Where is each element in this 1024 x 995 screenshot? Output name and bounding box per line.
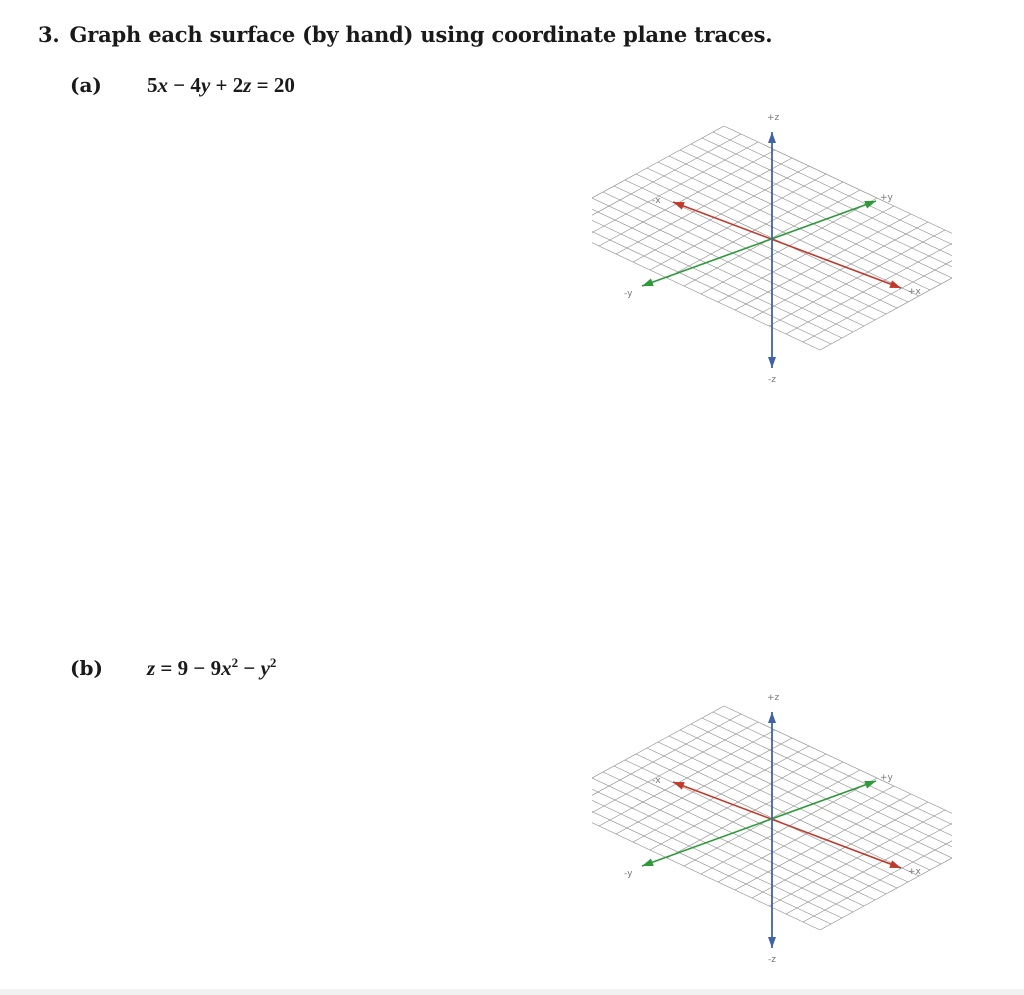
neg-x-arrowhead-icon xyxy=(673,782,685,790)
page-bottom-edge xyxy=(0,989,1024,995)
neg-z-arrowhead-icon xyxy=(768,357,776,368)
part-b-label: (b) xyxy=(70,656,103,680)
label-neg-y: -y xyxy=(624,289,633,299)
label-pos-y: +y xyxy=(880,773,893,783)
axes-diagram-a xyxy=(592,106,952,396)
question-text: Graph each surface (by hand) using coordinate plane traces. xyxy=(69,22,773,47)
label-neg-x: -x xyxy=(652,776,661,786)
label-pos-x: +x xyxy=(908,867,921,877)
label-neg-x: -x xyxy=(652,196,661,206)
label-neg-z: -z xyxy=(768,955,776,965)
pos-x-arrowhead-icon xyxy=(889,860,901,868)
label-pos-z: +z xyxy=(767,113,780,123)
label-pos-y: +y xyxy=(880,193,893,203)
x-axis-line xyxy=(673,202,901,288)
label-neg-z: -z xyxy=(768,375,776,385)
neg-y-arrowhead-icon xyxy=(642,858,654,866)
part-a-label: (a) xyxy=(70,73,102,97)
question-title xyxy=(38,22,772,47)
pos-y-arrowhead-icon xyxy=(864,781,876,789)
neg-y-arrowhead-icon xyxy=(642,278,654,286)
question-number: 3. xyxy=(38,22,60,47)
pos-z-arrowhead-icon xyxy=(768,712,776,723)
label-pos-z: +z xyxy=(767,693,780,703)
x-axis-line xyxy=(673,782,901,868)
part-b xyxy=(70,655,276,681)
neg-z-arrowhead-icon xyxy=(768,937,776,948)
pos-y-arrowhead-icon xyxy=(864,201,876,209)
part-a-equation: 5x − 4y + 2z = 20 xyxy=(146,73,295,97)
y-axis-line xyxy=(642,201,876,286)
part-b-equation: $z = 9 - 9x^2 - y^2$ xyxy=(146,655,277,680)
part-a xyxy=(70,73,295,98)
label-neg-y: -y xyxy=(624,869,633,879)
axes-diagram-b xyxy=(592,686,952,976)
neg-x-arrowhead-icon xyxy=(673,202,685,210)
y-axis-line xyxy=(642,781,876,866)
pos-x-arrowhead-icon xyxy=(889,280,901,288)
label-pos-x: +x xyxy=(908,287,921,297)
pos-z-arrowhead-icon xyxy=(768,132,776,143)
